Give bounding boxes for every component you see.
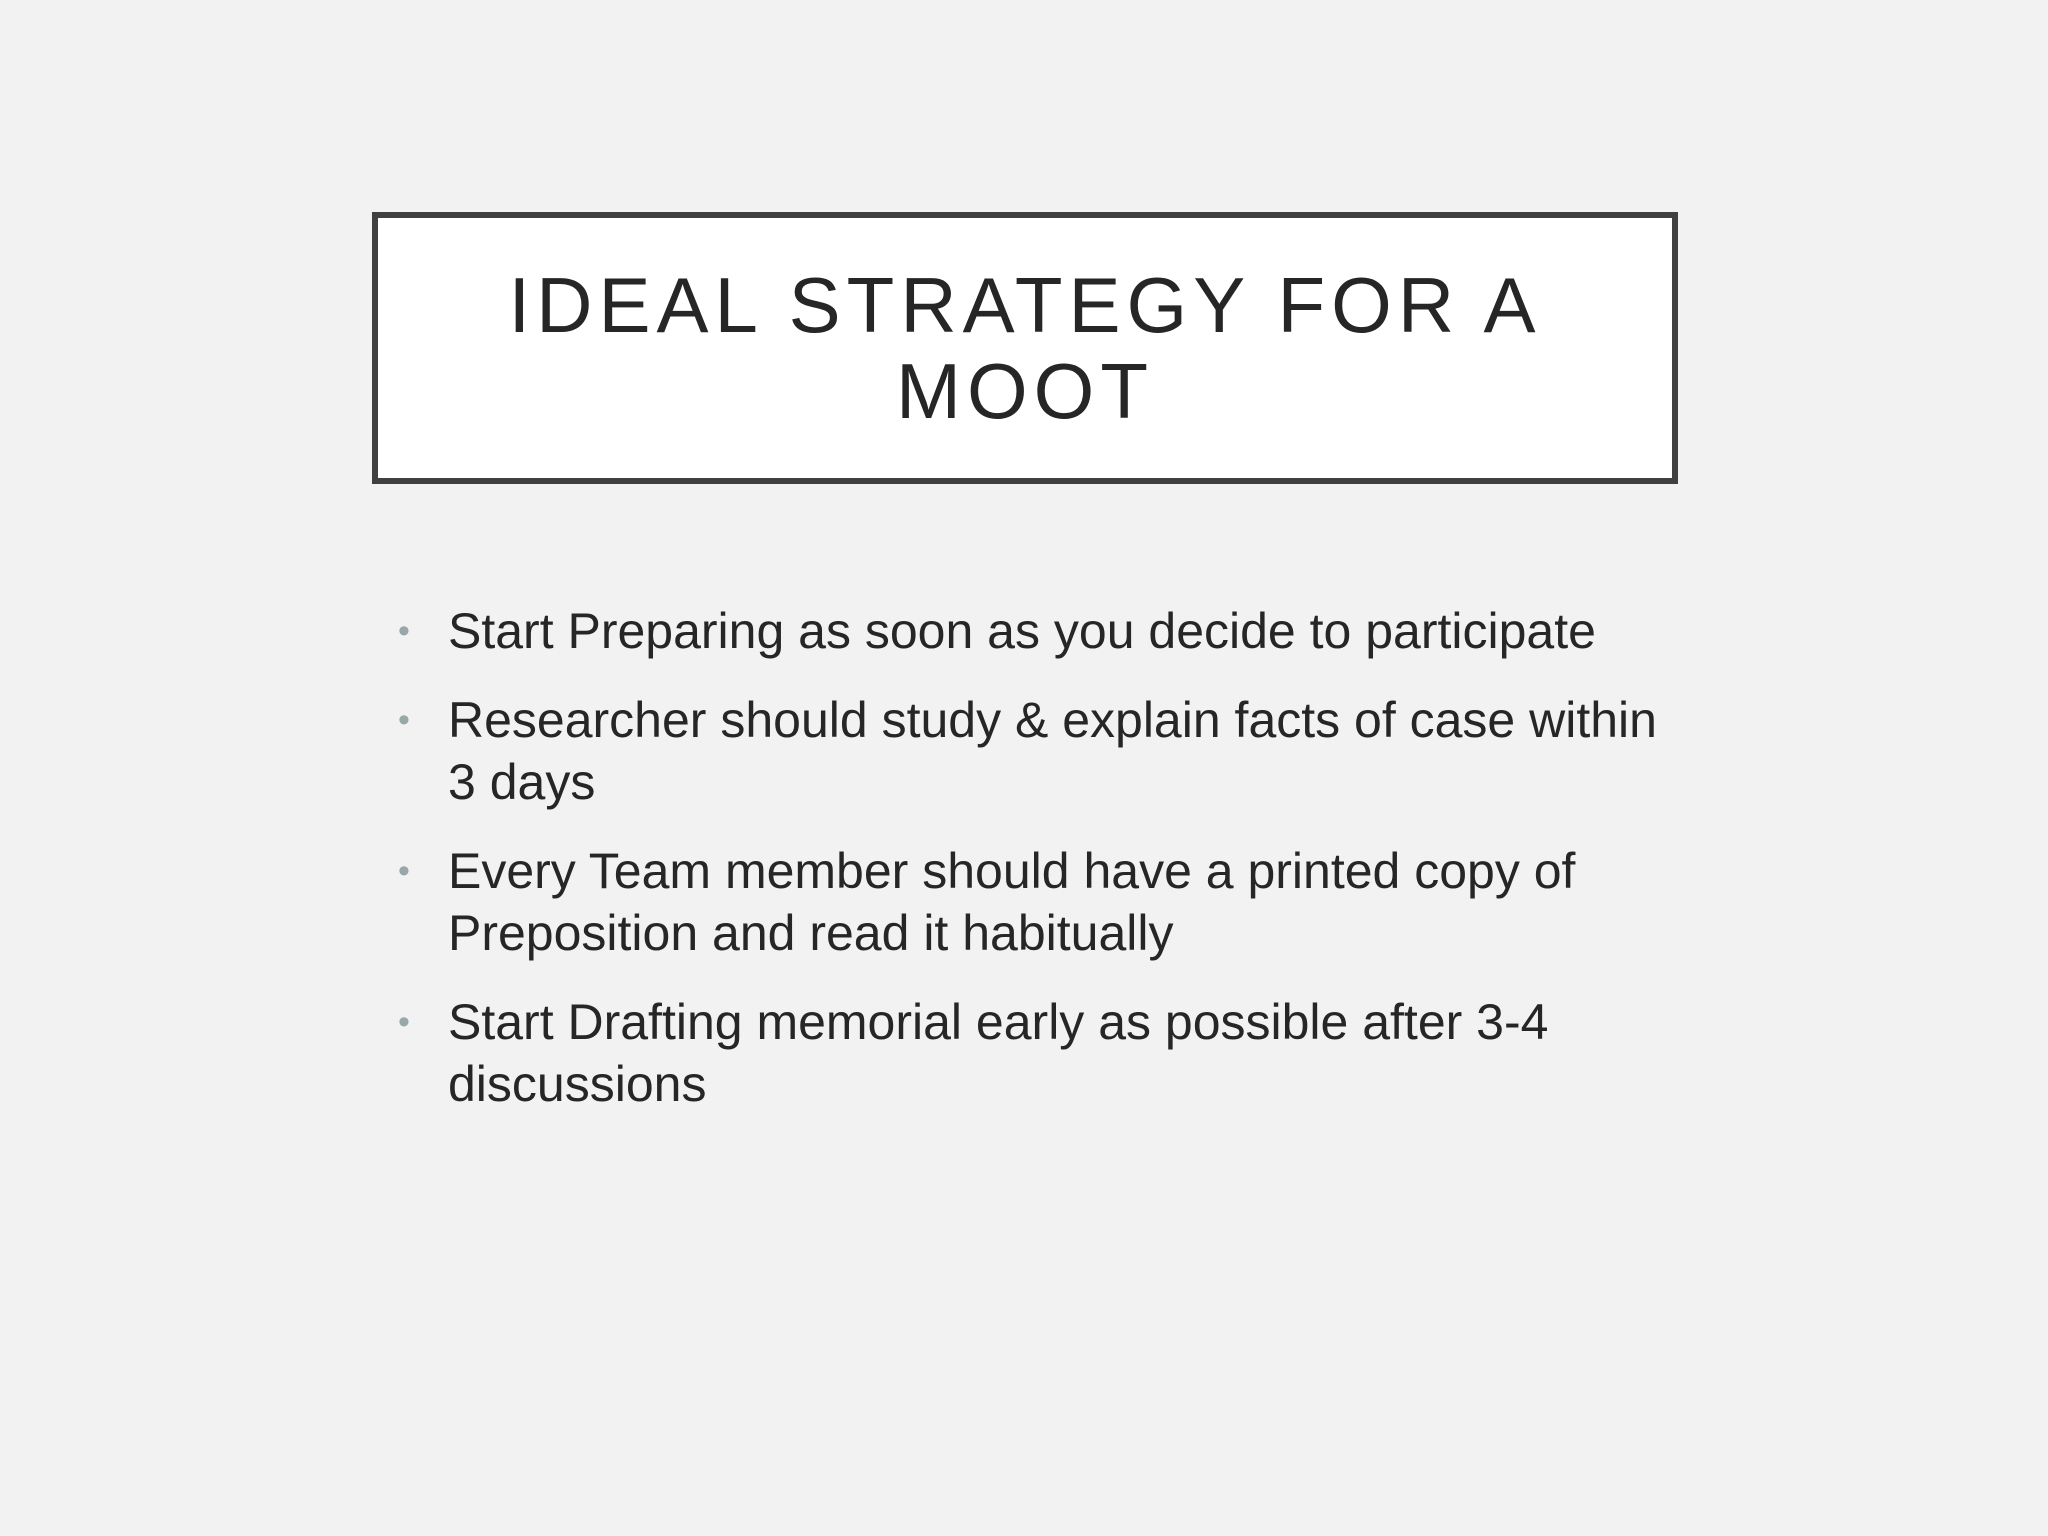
- bullet-text: Every Team member should have a printed copy of Preposition and read it habitually: [448, 843, 1576, 961]
- bullet-text: Start Preparing as soon as you decide to participate: [448, 603, 1596, 659]
- list-item: [394, 600, 1674, 662]
- list-item: [394, 991, 1674, 1115]
- list-item: [394, 689, 1674, 813]
- list-item: [394, 840, 1674, 964]
- bullet-icon: •: [398, 701, 410, 739]
- slide-title: IDEAL STRATEGY FOR A MOOT: [508, 261, 1542, 435]
- bullet-icon: •: [398, 1003, 410, 1041]
- bullet-list: [394, 600, 1674, 1142]
- bullet-text: Start Drafting memorial early as possible after 3-4 discussions: [448, 994, 1549, 1112]
- slide-title-box: [372, 212, 1678, 484]
- bullet-text: Researcher should study & explain facts of case within 3 days: [448, 692, 1657, 810]
- bullet-icon: •: [398, 852, 410, 890]
- bullet-icon: •: [398, 612, 410, 650]
